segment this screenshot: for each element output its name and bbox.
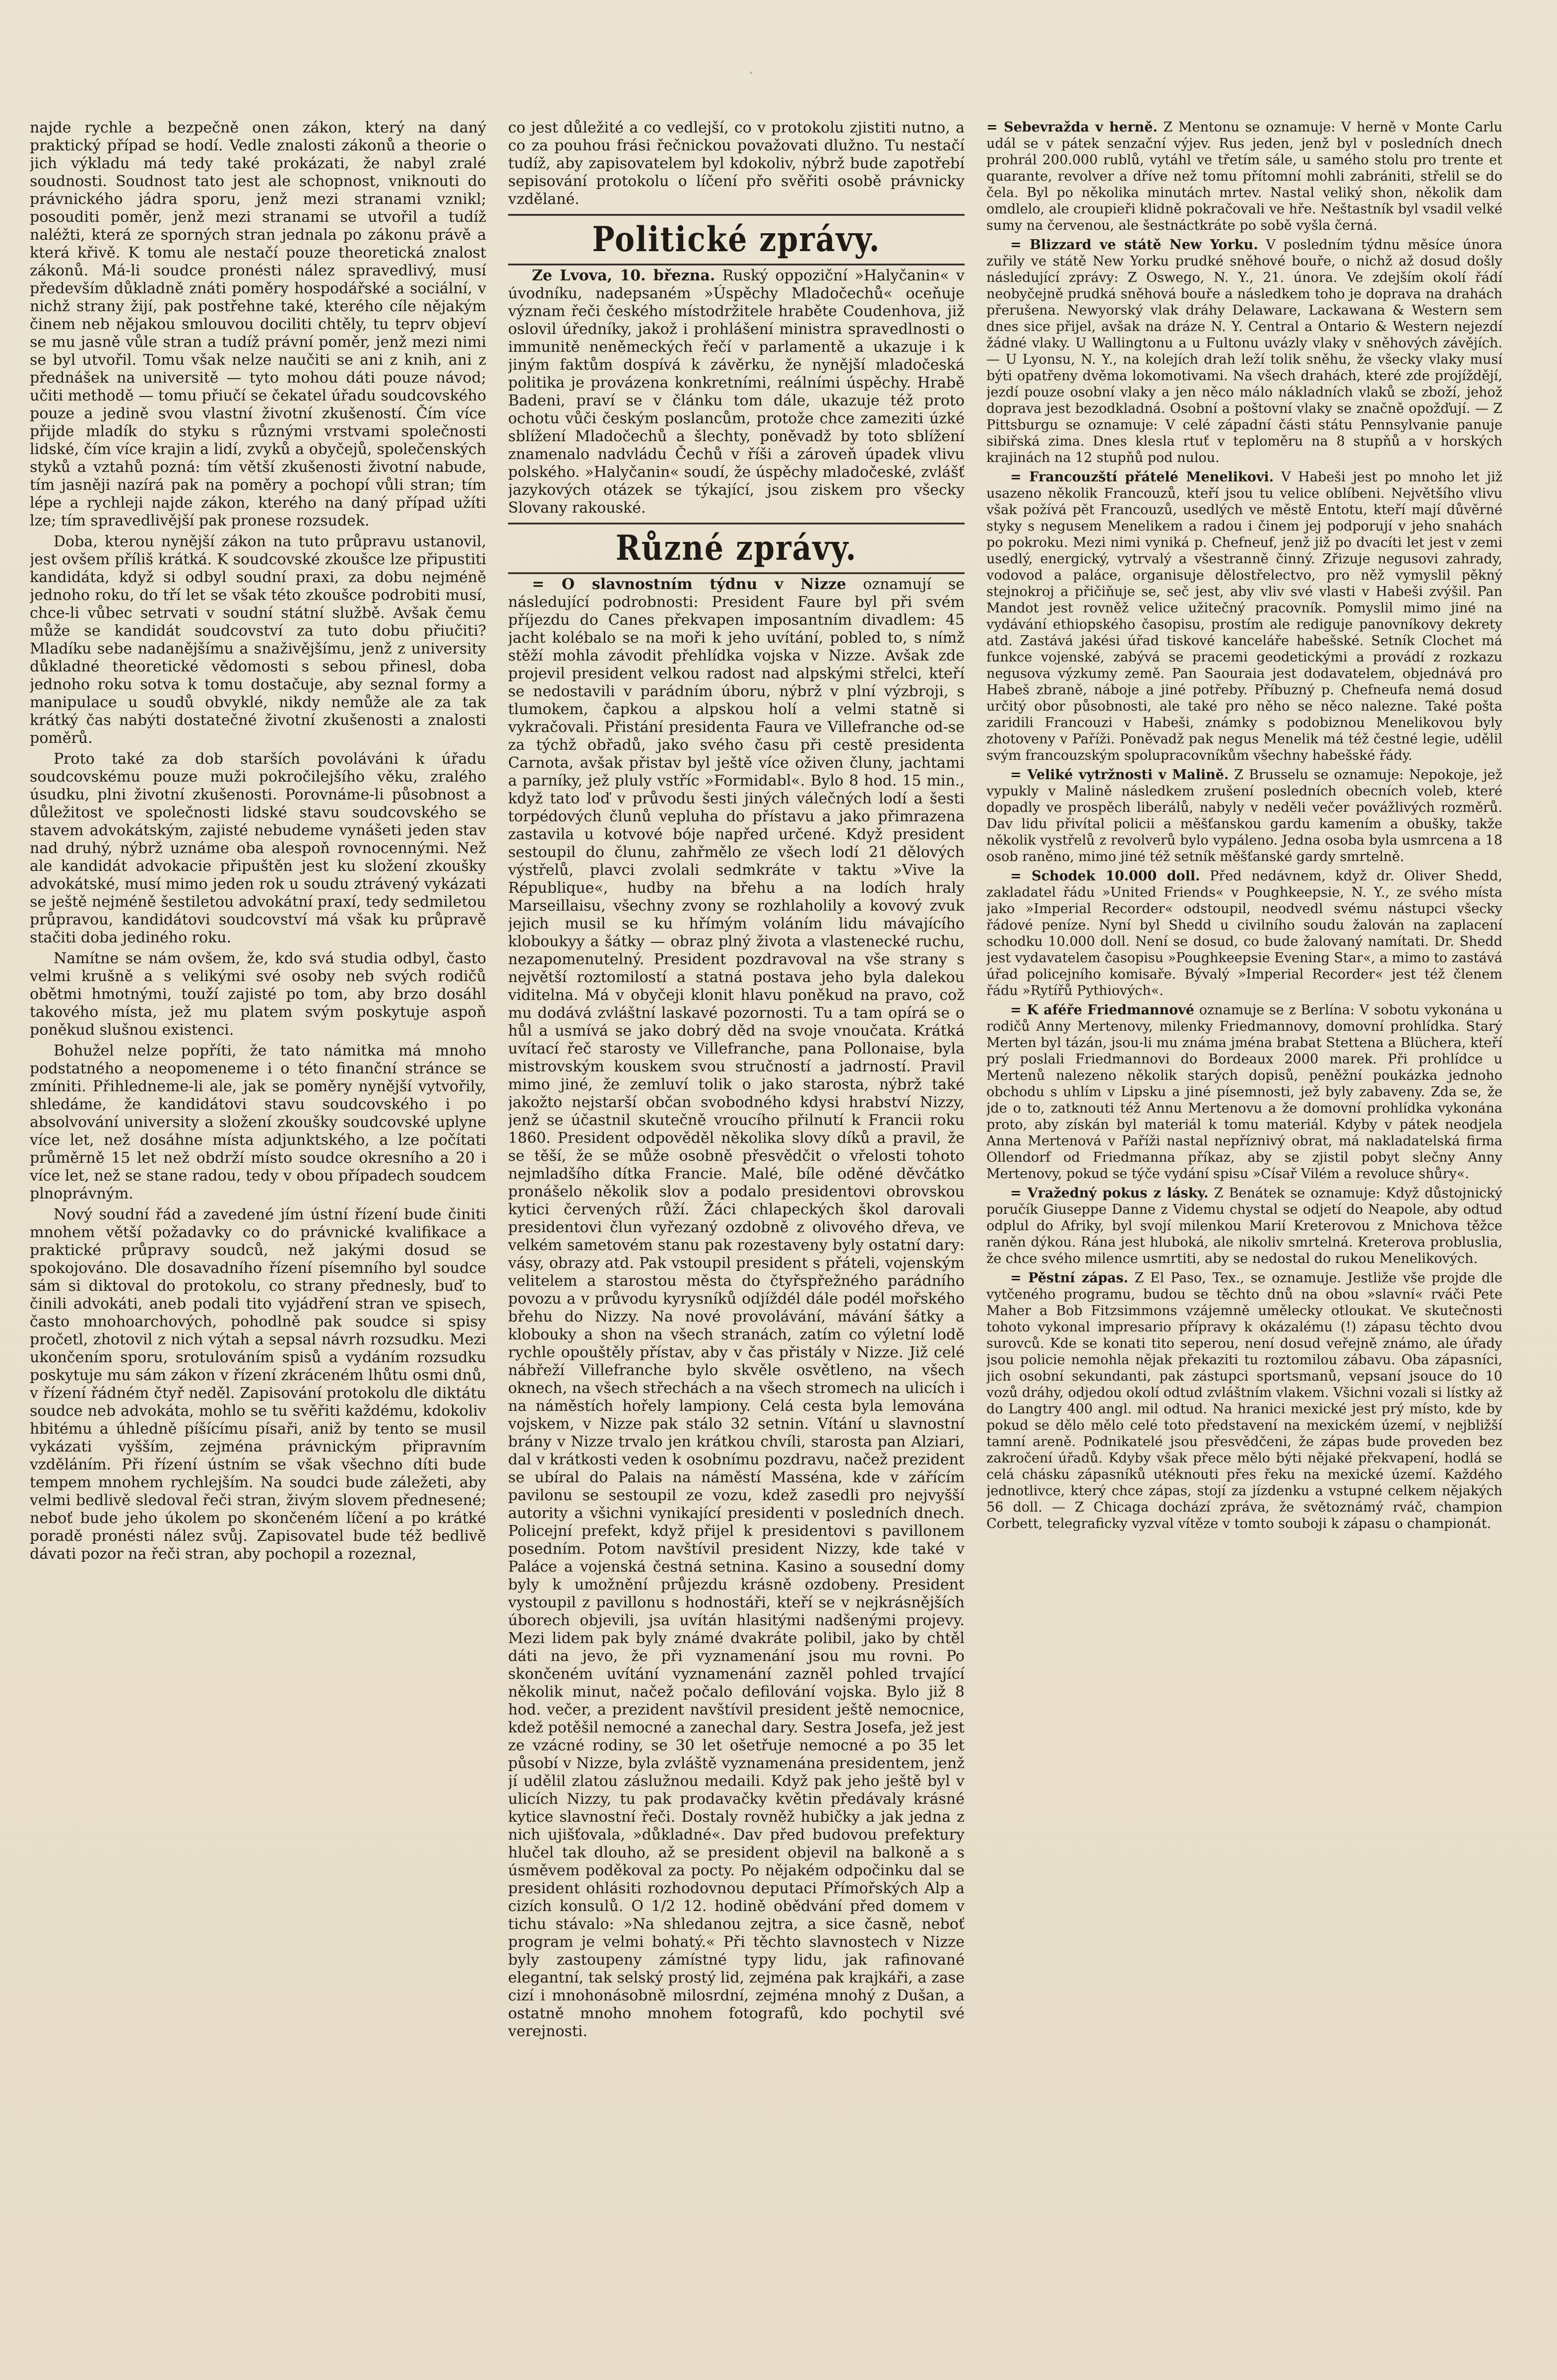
news-item	[986, 1002, 1502, 1182]
news-item	[986, 1185, 1502, 1267]
col1-paragraph: Proto také za dob starších povoláváni k úřadu soudcovskému pouze muži pokročilejšího věku, zralého úsudku, plni životní zkušenosti. Porovnáme-li působnost a důležitost ve společnosti lidské stavu soudcovského se stavem advokátským, zajisté nebudeme vynášeti jeden stav nad druhý, nýbrž uznáme oba alespoň rovnocennými. Než ale kandidát advokacie připuštěn jest ku složení zkoušky advokátské, musí mimo jeden rok u soudu ztrávený vykázati se ještě nejméně šestiletou advokátní praxí, tedy sedmiletou průpravou, kandidátovi soudcovství má však ku průpravě stačiti doba jediného roku.	[30, 750, 486, 946]
news-item	[986, 767, 1502, 865]
news-item-head: = Vražedný pokus z lásky.	[1010, 1186, 1209, 1201]
news-item-head: = Francouzští přátelé Menelikovi.	[1010, 469, 1274, 485]
col1-paragraph: najde rychle a bezpečně onen zákon, který na daný praktický případ se hodí. Vedle znalosti zákonů a theorie o jich výkladu má tedy také prokázati, že nabyl zralé soudnosti. Soudnost tato jest ale schopnost, vniknouti do právnického jádra sporu, jenž mezi stranami vznikl; posouditi poměr, jenž mezi stranami se utvořil a tudíž naléžti, která ze sporných stran jednala po zákonu právě a která křivě. K tomu ale nestačí pouze theoretická znalost zákonů. Má-li soudce pronésti nález spravedlivý, musí především důkladně znáti poměry hospodářské a sociální, v nichž strany žijí, pak postřehne také, kterého cíle nějakým činem neb nějakou smlouvou dociliti chtěly, tu teprv objeví se mu jasně vůle stran a tudíž právní poměr, jenž mezi nimi se byl utvořil. Tomu však nelze naučiti se ani z knih, ani z přednášek na universitě — tyto mohou dáti pouze návod; učiti methodě — tomu přiučí se čekatel úřadu soudcovského pouze a jedině svou vlastní životní zkušeností. Čím více přijde mladík do styku s různými vrstvami společnosti lidské, čím více krajin a lidí, zvyků a obyčejů, společenských styků a vztahů pozná: tím větší zkušenosti životní nabude, tím jasněji nazírá pak na poměry a pochopí vůli stran; tím lépe a rychleji najde zákon, kterého na daný případ užíti lze; tím spravedlivější pak pronese rozsudek.	[30, 119, 486, 529]
col1-paragraph: Namítne se nám ovšem, že, kdo svá studia odbyl, často velmi krušně a s velikými své osoby neb svých rodičů obětmi hmotnými, touží zajisté po tom, aby brzo dosáhl takového místa, jež mu platem svým poskytuje aspoň poněkud slušnou existenci.	[30, 950, 486, 1039]
politics-text: Ruský oppoziční »Halyčanin« v úvodníku, nadepsaném »Úspěchy Mladočechů« oceňuje význam řeči českého místodržitele hraběte Coudenhova, již oslovil úředníky, jakož i prohlášení ministra spravedlnosti o immunitě neněmeckých řečí v parlamentě a ukazuje i k jiným faktům dospívá k závěrku, že nynější mladočeská politika je provázena konkretními, reálními úspěchy. Hrabě Badeni, praví se v článku tom dále, ukazuje též proto ochotu vůči českým poslancům, protože chce zameziti úzké sblížení Mladočechů a šlechty, poněvadž by toto sblížení znamenalo nadvládu Čechů v říši a zároveň úpadek vlivu polského. »Halyčanin« soudí, že úspěchy mladočeské, zvlášť jazykových otázek se týkající, jsou ziskem pro všecky Slovany rakouské.	[508, 267, 965, 517]
misc-article	[508, 576, 965, 2041]
news-item-head: = Sebevražda v herně.	[986, 120, 1158, 135]
col1-paragraph: Doba, kterou nynější zákon na tuto průpravu ustanovil, jest ovšem příliš krátká. K soudcovské zkoušce lze připustiti kandidáta, když si odbyl soudní praxi, za dobu nejméně jednoho roku, do tří let se však této zkoušce podrobiti musí, chce-li vůbec setrvati v soudní státní službě. Avšak čemu může se kandidát soudcovství za tuto dobu přiučiti? Mladíku sebe nadanějšímu a snaživějšímu, jenž z university důkladné theoretické vědomosti s sebou přinesl, doba jednoho roku sotva k tomu dostačuje, aby seznal formy a manipulace u soudů obvyklé, nikdy nemůže ale za tak krátký čas nabýti dostatečné životní zkušenosti a znalosti poměrů.	[30, 533, 486, 747]
news-item	[986, 119, 1502, 234]
news-item-text: Z Mentonu se oznamuje: V herně v Monte Carlu udál se v pátek senzační výjev. Rus jeden, jenž byl v posledních dnech prohrál 200.000 rublů, vytáhl ve třetím sále, u samého stolu pro trente et quarante, revolver a dříve než tomu přítomní mohli zabrániti, střelil se do čela. Byl po několika minutách mrtev. Nastal veliký shon, několik dam omdlelo, ale croupieři klidně pokračovali ve hře. Neštastník byl vsadil velké sumy na červenou, ale šestnáctkráte po sobě vyšla černá.	[986, 120, 1502, 233]
news-item-text: Z Benátek se oznamuje: Když důstojnický poručík Giuseppe Danne z Videmu chystal se odjetí do Neapole, aby odtud odplul do Afriky, byl svojí milenkou Marií Kreterovou z Mnichova těžce raněn dýkou. Rána jest hluboká, ale nikoliv smrtelná. Kreterova probluslia, že chce svého milence usmrtiti, aby se nedostal do rukou Menelikových.	[986, 1186, 1502, 1266]
news-item-head: = Veliké vytržnosti v Malině.	[1010, 767, 1229, 783]
news-item-head: = K aféře Friedmannové	[1010, 1002, 1194, 1018]
news-item-text: Z El Paso, Tex., se oznamuje. Jestliže vše projde dle vytčeného programu, budou se těchto dnů na obou »slavní« rváči Pete Maher a Bob Fitzsimmons vzájemně umělecky otloukat. Ve skutečnosti tohoto vykonal impresario přípravy k okázalému (!) zápasu těchto dvou surovců. Kde se konati tito seperou, není dosud veřejně známo, ale úřady jsou policie nemohla nějak překaziti tu roztomilou zábavu. Oba zápasníci, jich osobní sekundanti, pak zástupci sportsmanů, vepsaní jsouce do 10 vozů dráhy, odjedou okolí odtud zvláštním vlakem. Všichni vozali si lístky až do Langtry 400 angl. mil odtud. Na hranici mexické jest prý místo, kde by pokud se dělo mělo celé toto představení na mexickém území, v nejbližší tamní areně. Podnikatelé jsou přesvědčeni, že zápas bude proveden bez zakročení úřadů. Kdyby však přece mělo býti nějaké překvapení, hodlá se celá chásku zápasníků utéknouti přes řeku na mexické území. Každého jednotlivce, který chce zápas, stojí za jízdenku a vstupné celkem nějakých 56 doll. — Z Chicaga dochází zpráva, že světoznámý rváč, champion Corbett, telegraficky vyzval vítěze v tomto souboji k zápasu o championát.	[986, 1270, 1502, 1531]
section-title-misc: Různé zprávy.	[508, 523, 965, 574]
column-3	[986, 119, 1502, 2332]
news-item-head: = Pěstní zápas.	[1010, 1270, 1128, 1286]
news-item-text: V posledním týdnu měsíce února zuřily ve státě New Yorku prudké sněhové bouře, o nichž až dosud došly následující zprávy: Z Oswego, N. Y., 21. února. Ve zdejším okolí řádí neobyčejně prudká sněhová bouře a následkem toho je doprava na drahách přerušena. Newyorský vlak dráhy Delaware, Lackawana & Western sem dnes sice přijel, avšak na dráze N. Y. Central a Ontario & Western nejezdí žádné vlaky. U Wallingtonu a u Fultonu uvázly vlaky v sněhových závějích. — U Lyonsu, N. Y., na kolejích drah leží tolik sněhu, že všecky vlaky musí býti opatřeny dvěma lokomotivami. Na všech drahách, které zde projíždějí, jezdí pouze osobní vlaky a jen něco málo nákladních vlaků se zboží, jehož doprava jest bezodkladná. Osobní a poštovní vlaky se značně opožďují. — Z Pittsburgu se oznamuje: V celé západní části státu Pennsylvanie panuje sibiřská zima. Dnes klesla rtuť v teploměru na 8 stupňů a v horských krajinách na 12 stupňů pod nulou.	[986, 237, 1502, 465]
column-1	[30, 119, 486, 2332]
section-title-politics: Politické zprávy.	[508, 214, 965, 265]
news-item-text: oznamuje se z Berlína: V sobotu vykonána u rodičů Anny Mertenovy, milenky Friedmannovy, domovní prohlídka. Starý Merten byl tázán, jsou-li mu známa jména brabat Stettena a Blüchera, kteří prý poslali Friedmannovi do Bordeaux 2000 marek. Při prohlídce u Mertenů nalezeno několik starých dopisů, peněžní poukázka jednoho obchodu s uhlím v Lipsku a jiné písemnosti, jež byly zabaveny. Zda se, že jde o to, zatknouti též Annu Mertenovu a že domovní prohlídka vykonána proto, aby získán byl materiál k tomu materiál. Kdyby v pátek neodjela Anna Mertenová v Paříži nastal nepříznivý obrat, má nakladatelská firma Ollendorf od Friedmanna příkaz, aby se zjistil pobyt slečny Anny Mertenovy, pokud se týče vydání spisu »Císař Vilém a revoluce shůry«.	[986, 1002, 1502, 1182]
col1-paragraph: Bohužel nelze popříti, že tato námitka má mnoho podstatného a neopomeneme i o této finanční stránce se zmíniti. Přihledneme-li ale, jak se poměry nynější vytvořily, shledáme, že kandidátovi stavu soudcovského i po absolvování university a složení zkoušky soudcovské uplyne více let, než dosáhne místa adjunktského, a lze počítati průměrně 15 let než obdrží místo soudce okresního a 20 i více let, než se stane radou, tedy v obou případech soudcem plnoprávným.	[30, 1042, 486, 1202]
column-layout	[30, 119, 1527, 2332]
news-item-text: Před nedávnem, když dr. Oliver Shedd, zakladatel řádu »United Friends« v Poughkeepsie, N. Y., ze svého místa jako »Imperial Recorder« odstoupil, neodvedl svému nástupci všecky řádové peníze. Nyní byl Shedd u civilního soudu žalován na zaplacení schodku 10.000 doll. Není se dosud, co bude žalovaný namítati. Dr. Shedd jest vydavatelem časopisu »Poughkeepsie Evening Star«, a mimo to zastává úřad policejního komisaře. Bývalý »Imperial Recorder« jest též členem řádu »Rytířů Pythiových«.	[986, 868, 1502, 998]
news-item-head: = Blizzard ve státě New Yorku.	[1010, 237, 1258, 253]
politics-dateline: Ze Lvova, 10. března.	[532, 267, 715, 284]
misc-head: = O slavnostním týdnu v Nizze	[532, 576, 846, 593]
news-item	[986, 469, 1502, 764]
news-item-head: = Schodek 10.000 doll.	[1010, 868, 1200, 884]
column-2	[508, 119, 965, 2332]
news-item	[986, 237, 1502, 466]
col1-paragraph: Nový soudní řád a zavedené jím ústní řízení bude činiti mnohem větší požadavky co do právnické kvalifikace a praktické průpravy soudců, než jakými dosud se spokojováno. Dle dosavadního řízení písemního byl soudce sám si diktoval do protokolu, co strany přednesly, buď to činili advokáti, aneb podali tito vyjádření stran ve spisech, často mnohoarchových, pohodlně pak soudce si spisy pročetl, zhotovil z nich výtah a sepsal návrh rozsudku. Mezi ukončením sporu, srotulováním spisů a vydáním rozsudku poskytuje mu sám zákon v řízení zkráceném lhůtu osmi dnů, v řízení řádném čtyř neděl. Zapisování protokolu dle diktátu soudce neb advokáta, mohlo se tu svěřiti každému, kdokoliv hbitému a úhledně píšícímu písaři, aniž by tento se musil vykázati vyšším, zejména právnickým připravním vzděláním. Při řízení ústním se však všechno díti bude tempem mnohem rychlejším. Na soudci bude záležeti, aby velmi bedlivě sledoval řeči stran, živým slovem přednesené; neboť bude jeho úkolem po skončeném líčení a po krátké poradě pronésti nález svůj. Zapisovatel bude též bedlivě dávati pozor na řeči stran, aby pochopil a rozeznal,	[30, 1206, 486, 1563]
misc-text: oznamují se následující podrobnosti: President Faure byl při svém příjezdu do Canes překvapen imposantním divadlem: 45 jacht kolébalo se na moři k jeho uvítání, pobled to, s nímž stěží mohla závodit přehlídka vojska v Nizze. Avšak zde projevil president velkou radost nad alpskými střelci, kteří se nedostavili v parádním úboru, nýbrž v plní výzbroji, s tlumokem, čapkou a alpskou holí a velmi statně si vykračovali. Přistání presidenta Faura ve Villefranche od-se za týchž obřadů, jako svého času při cestě presidenta Carnota, avšak přistav byl ještě více oživen čluny, jachtami a parníky, jež pluly vstříc »Formidabl«. Bylo 8 hod. 15 min., když tato loď v průvodu šesti jiných válečných lodí a šesti torpédových člunů vepluha do přístavu a jako přimrazena zastavila u kotvové bóje napřed určené. Když president sestoupil do člunu, zahřmělo ze všech lodí 21 dělových výstřelů, plavci zvolali sedmkráte v taktu »Vive la République«, hudby na břehu a na lodích hraly Marseillaisu, všechny zvony se rozhlaholily a kovový zvuk jejich musil se ku hřímým voláním lidu mávajícího kloboukyy a šátky — obraz plný života a vlastenecké ruchu, nezapomenutelný. President pozdravoval na vše strany s největší roztomilostí a statná postava jeho byla dalekou viditelna. Má v obyčeji klonit hlavu poněkud na pravo, což mu dodává zvláštní laskavé pozornosti. Tu a tam opírá se o hůl a usmívá se jako dobrý děd na svoje vnoučata. Krátká uvítací řeč starosty ve Villefranche, pana Pollonaise, byla mistrovským kouskem svou stručností a jadrností. Pravil mimo jiné, že zemluví tolik o jako starosta, nýbrž také jakožto nejstarší občan svobodného kdysi hrabství Nizzy, jenž se účastnil skutečně vroucího přilnutí k Francii roku 1860. President odpověděl několika slovy díků a pravil, že se těší, že se může osobně přesvědčit o vřelosti tohoto nejmladšího dítka Francie. Malé, bíle oděné děvčátko pronášelo několik slov a podalo presidentovi obrovskou kytici červených růží. Žáci chlapeckých škol darovali presidentovi člun vyřezaný ozdobně z olivového dřeva, ve velkém sametovém stanu pak rozestaveny byly ostatní dary: vásy, obrazy atd. Pak vstoupil president s přáteli, vojenským velitelem a starostou města do čtyřspřežného parádního povozu a v průvodu kyrysníků odjíždél dále podél mořského břehu do Nizzy. Na nové provolávání, mávání šátky a klobouky a shon na všech stranách, zatím co výletní lodě rychle opouštěly přístav, aby v čas přistály v Nizze. Již celé nábřeží Villefranche bylo skvěle osvětleno, na všech oknech, na všech střechách a na všech stromech na ulicích i na náměstích hořely lampiony. Celá cesta byla lemována vojskem, v Nizze pak stálo 32 setnin. Vítání u slavnostní brány v Nizze trvalo jen krátkou chvíli, starosta pan Alziari, dal v krátkosti veden k osobnímu pozdravu, načež prezident se ubíral do Palais na náměstí Masséna, kde v zářícím pavilonu se sestoupil ze vozu, kdež zasedli pro nejvyšší autority a všichni vynikající presidenti v posledních dnech. Policejní prefekt, když přijel k presidentovi s pavillonem posedním. Potom navštívil president Nizzy, kde také v Paláce a vojenská čestná setnina. Kasino a sousední domy byly k umožnění průjezdu krásně ozdobeny. President vystoupil z pavillonu s hodnostáři, kteří se v nejkrásnějších úborech objevili, jsa uvítán hlasitými nadšenými projevy. Mezi lidem pak byly známé dvakráte polibil, jako by chtěl dáti na jevo, že při vyznamenání jsou mu rovni. Po skončeném uvítání vyznamenání zazněl pohled trvající několik minut, načež počalo defilování vojska. Bylo již 8 hod. večer, a prezident navštívil president ještě nemocnice, kdež potěšil nemocné a zanechal dary. Sestra Josefa, jež jest ze vzácné rodiny, se 30 let ošetřuje nemocné a po 35 let působí v Nizze, byla zvláště vyznamenána presidentem, jenž jí udělil zlatou záslužnou medaili. Když pak jeho ještě byl v ulicích Nizzy, tu pak prodavačky květin předávaly krásné kytice slavnostní řeči. Dostaly rovněž hubičky a jak jedna z nich ujišťovala, »důkladné«. Dav před budovou prefektury hlučel tak dlouho, až se president objevil na balkoně a s úsměvem poděkoval za pocty. Po nějakém odpočinku dal se president ohlásiti rozhodovnou deputaci Přímořských Alp a cizích konsulů. O 1/2 12. hodině obědvání před domem v tichu stávalo: »Na shledanou zejtra, a sice časně, neboť program je velmi bohatý.« Při těchto slavnostech v Nizze byly zastoupeny zámístné typy lidu, jak rafinované elegantní, tak selský prostý lid, zejména pak krajkáři, a zase cizí i mnohonásobně milosrdní, zejména mnohý z Dušan, a ostatně mnoho mnohem fotografů, kdo pochytil své verejnosti.	[508, 576, 965, 2040]
news-item	[986, 1270, 1502, 1532]
news-item-text: Z Brusselu se oznamuje: Nepokoje, jež vypukly v Malině následkem zrušení posledních obecních voleb, které dopadly ve prospěch liberálů, nabyly v neděli večer povážlivých rozměrů. Dav lidu přivítal policii a měšťanskou gardu kamením a obušky, takže několik vystřelů z revolverů bylo vypáleno. Jedna osoba byla usmrcena a 18 osob raněno, mimo jiné též setník měšťanské gardy smrtelně.	[986, 767, 1502, 864]
news-item	[986, 868, 1502, 999]
politics-article	[508, 267, 965, 517]
col2-intro: co jest důležité a co vedlejší, co v protokolu zjistiti nutno, a co za pouhou frási řečnickou považovati dlužno. Tu nestačí tudíž, aby zapisovatelem byl kdokoliv, nýbrž bude zapotřebí sepisování protokolu o líčení přo svěřiti osobě právnicky vzdělané.	[508, 119, 965, 208]
news-item-text: V Habeši jest po mnoho let již usazeno několik Francouzů, kteří jsou tu velice oblíbeni. Největšího vlivu však požívá pět Francouzů, usedlých ve městě Entotu, kteří mají důvěrné styky s negusem Menelikem a radou i činem jej podporují v jeho snahách po pokroku. Mezi nimi vyniká p. Chefneuf, jenž již po dvacíti let jest v zemi usedlý, energický, vytrvalý a všestranně činný. Zřizuje negusovi zahrady, vodovod a paláce, organisuje dělostřelectvo, pro něž vymyslil pěkný stejnokroj a přičiňuje se, seč jest, aby vliv své vlasti v Habeši zvýšil. Pan Mandot jest rovněž velice užitečný pracovník. Pomyslil mimo jiné na vydávání ethiopského časopisu, prostím ale rediguje panovníkovy dekrety atd. Zastává jakési úřad tiskové kanceláře habešské. Setník Clochet má funkce vojenské, zabývá se pracemi geodetickými a provádí z rozkazu negusova výzkumy země. Pan Saouraia jest dodavatelem, objednává pro Habeš zbraně, náboje a jiné potřeby. Příbuzný p. Chefneufa nemá dosud určitý obor působnosti, ale také pro něho se něco nalezne. Také pošta zaridili Francouzi v Habeši, známky s podobiznou Menelikovou byly zhotoveny v Paříži. Poněvadž pak negus Menelik má též čestné legie, udělil svým francouzským spolupracovníkům všechny habešské řády.	[986, 469, 1502, 763]
page-mark: ʻ	[749, 69, 753, 81]
